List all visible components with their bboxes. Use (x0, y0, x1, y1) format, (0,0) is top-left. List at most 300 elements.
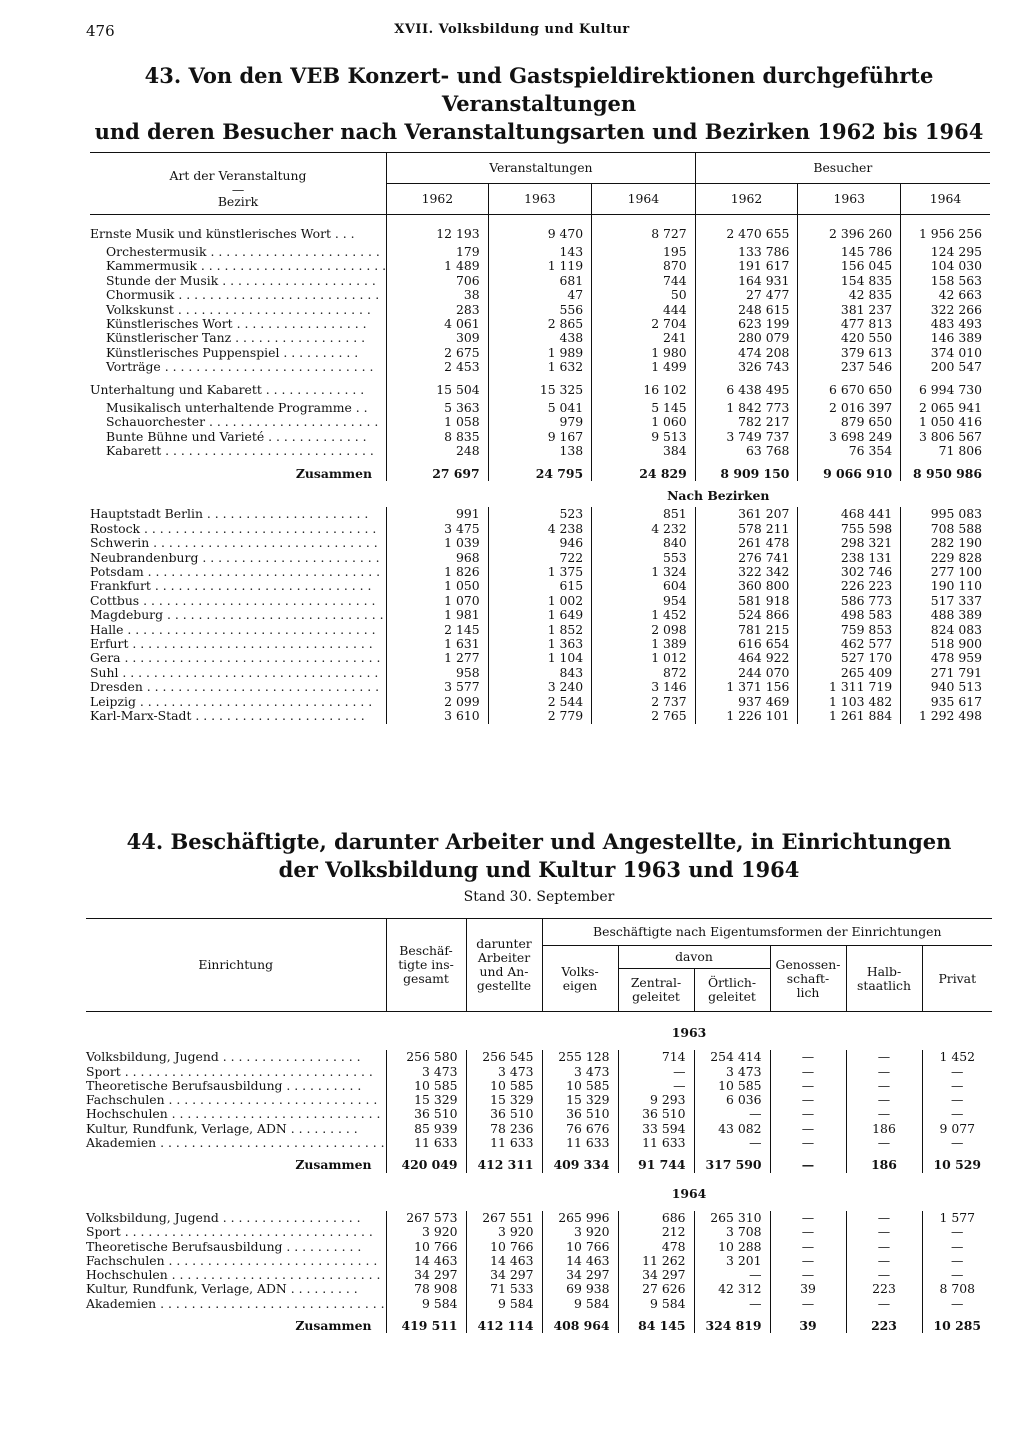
year-heading: 1964 (671, 1185, 707, 1201)
total-cell: 412 311 (466, 1150, 542, 1172)
row-label (90, 551, 387, 565)
table-row (86, 1254, 992, 1268)
table-cell: 15 329 (542, 1093, 618, 1107)
total-cell: 84 145 (618, 1311, 694, 1333)
table-cell: 2 765 (592, 709, 696, 723)
row-label-text: Leipzig (90, 693, 136, 709)
table-row (90, 214, 990, 241)
table-cell: 256 545 (466, 1050, 542, 1064)
table-cell: 238 131 (798, 551, 901, 565)
row-label-text: Künstlerisches Puppenspiel (106, 344, 280, 360)
table-cell: 517 337 (901, 594, 990, 608)
table-cell: 9 584 (466, 1297, 542, 1311)
header-line: Beschäf- (399, 943, 453, 958)
table-cell: 34 297 (386, 1268, 466, 1282)
table-cell: 1 012 (592, 651, 696, 665)
table-cell: 1 363 (488, 637, 592, 651)
table-cell: 3 920 (466, 1225, 542, 1239)
leader-dots: . . . . . . . . . . . . . . . . . . . . . . . . . . . . . . . . . (120, 650, 381, 666)
t43-head-art: Art der Veranstaltung (169, 168, 307, 184)
section-nach-bezirken: Nach Bezirken (667, 488, 770, 503)
table-cell: 686 (618, 1211, 694, 1225)
row-label-text: Erfurt (90, 636, 129, 652)
table-cell: 9 513 (592, 430, 696, 444)
table-cell: 616 654 (695, 637, 798, 651)
table-cell: 38 (387, 288, 489, 302)
row-label-text: Hochschulen (86, 1267, 168, 1283)
table-cell: 1 452 (592, 608, 696, 622)
table-row (90, 288, 990, 302)
table44-subtitle: Stand 30. September (463, 889, 615, 905)
table-cell: 322 266 (901, 303, 990, 317)
table-cell: 186 (846, 1122, 922, 1136)
table-cell: 498 583 (798, 608, 901, 622)
table-cell: — (846, 1254, 922, 1268)
table-cell: 2 675 (387, 346, 489, 360)
table-cell: 6 994 730 (901, 375, 990, 397)
table-cell: — (770, 1093, 846, 1107)
table-cell: 2 779 (488, 709, 592, 723)
table44-title (86, 828, 992, 884)
table-cell: — (922, 1254, 992, 1268)
table-cell: 379 613 (798, 346, 901, 360)
table-cell: 10 766 (542, 1240, 618, 1254)
leader-dots: . . . . . . . . . . . . . . . . . . . . . . . . . . . . . . . (128, 636, 373, 652)
table-cell: 1 375 (488, 565, 592, 579)
leader-dots: . . . . . . . . . . . . . . . . . . . . . . . . . . . (167, 1106, 381, 1122)
table-cell: 1 039 (387, 536, 489, 550)
table-cell: 1 226 101 (695, 709, 798, 723)
header-line: lich (796, 984, 820, 1000)
t43-year: 1963 (798, 184, 901, 215)
table-cell: — (618, 1079, 694, 1093)
header-line: darunter (476, 936, 532, 951)
total-cell: 24 795 (488, 459, 592, 481)
table-cell: 9 584 (618, 1297, 694, 1311)
table-cell: — (846, 1079, 922, 1093)
table-cell: — (922, 1240, 992, 1254)
table-cell: 518 900 (901, 637, 990, 651)
table-cell: 1 261 884 (798, 709, 901, 723)
table-row (90, 695, 990, 709)
table-cell: 9 470 (488, 214, 592, 241)
header-line: geleitet (708, 989, 756, 1004)
row-label-text: Hauptstadt Berlin (90, 506, 203, 522)
table-cell: — (922, 1079, 992, 1093)
row-label (90, 637, 387, 651)
row-label-text: Schauorchester (106, 414, 206, 430)
table-cell: 1 311 719 (798, 680, 901, 694)
table-row (90, 536, 990, 550)
table-cell: 954 (592, 594, 696, 608)
table-cell: 722 (488, 551, 592, 565)
header-line: tigte ins- (398, 957, 454, 972)
table-cell: 158 563 (901, 274, 990, 288)
table-row (90, 397, 990, 415)
table-cell: 124 295 (901, 241, 990, 259)
table-cell: 15 329 (386, 1093, 466, 1107)
table-cell: 4 061 (387, 317, 489, 331)
t43-year: 1962 (695, 184, 798, 215)
table-cell: 940 513 (901, 680, 990, 694)
row-label (90, 288, 387, 302)
table-cell: 190 110 (901, 579, 990, 593)
table43-title-line2: und deren Besucher nach Veranstaltungsarten und Bezirken 1962 bis 1964 (94, 119, 984, 144)
table-cell: 309 (387, 331, 489, 345)
table-cell: — (846, 1268, 922, 1282)
table-cell: 14 463 (542, 1254, 618, 1268)
table-cell: 154 835 (798, 274, 901, 288)
table-cell: 1 631 (387, 637, 489, 651)
row-label-text: Neubrandenburg (90, 549, 199, 565)
spacer (90, 481, 387, 507)
table43 (90, 152, 990, 724)
table-cell: — (846, 1107, 922, 1121)
table-cell: 248 615 (695, 303, 798, 317)
row-label-text: Karl-Marx-Stadt (90, 708, 192, 724)
total-cell: 27 697 (387, 459, 489, 481)
table-cell: 3 920 (542, 1225, 618, 1239)
table-cell: 244 070 (695, 666, 798, 680)
t44-head-darunter (466, 919, 542, 1012)
leader-dots: . . . . . . . . . . . . . . . . . . (218, 1049, 361, 1065)
table-row (90, 565, 990, 579)
table-cell: 937 469 (695, 695, 798, 709)
t44-head-davon: davon (618, 946, 770, 969)
table-cell: 78 236 (466, 1122, 542, 1136)
total-cell: 8 909 150 (695, 459, 798, 481)
table-cell: — (922, 1093, 992, 1107)
running-header (0, 22, 1024, 44)
table-cell: — (846, 1065, 922, 1079)
table-row (90, 666, 990, 680)
table-cell: 78 908 (386, 1282, 466, 1296)
table-cell: — (846, 1050, 922, 1064)
table-cell: 11 633 (618, 1136, 694, 1150)
table43-title (86, 62, 992, 146)
table-cell: 1 842 773 (695, 397, 798, 415)
table-cell: 3 473 (466, 1065, 542, 1079)
table-cell: — (770, 1211, 846, 1225)
leader-dots: . . . . . . . . . . . . . . . . . (232, 315, 367, 331)
table-cell: — (770, 1122, 846, 1136)
table-cell: 104 030 (901, 259, 990, 273)
row-label (90, 507, 387, 521)
leader-dots: . . . . . . . . . . . . . . . . . . . . . . . . . . (174, 287, 380, 303)
table-cell: 302 746 (798, 565, 901, 579)
table-cell: 2 396 260 (798, 214, 901, 241)
table-cell: 265 996 (542, 1211, 618, 1225)
table-cell: 1 989 (488, 346, 592, 360)
t43-head-dash: — (231, 181, 245, 197)
total-row (86, 1150, 992, 1172)
leader-dots: . . . . . . . . . . . . . . . . . . . . . . . . . . . . . . . . . (118, 664, 379, 680)
table-cell: 195 (592, 241, 696, 259)
total-cell: 317 590 (694, 1150, 770, 1172)
table-cell: 36 510 (618, 1107, 694, 1121)
table-cell: 10 766 (386, 1240, 466, 1254)
table-cell: 3 473 (694, 1065, 770, 1079)
table-row (90, 623, 990, 637)
table-cell: 10 585 (542, 1079, 618, 1093)
row-label-text: Volksbildung, Jugend (86, 1049, 219, 1065)
table-cell: 361 207 (695, 507, 798, 521)
t43-head-bezirk-label: Bezirk (217, 193, 259, 209)
table-cell: — (770, 1079, 846, 1093)
table-cell: — (922, 1297, 992, 1311)
total-cell: 24 829 (592, 459, 696, 481)
table-row (86, 1093, 992, 1107)
table-cell: 8 708 (922, 1282, 992, 1296)
table-cell: 1 389 (592, 637, 696, 651)
row-label-text: Rostock (90, 520, 141, 536)
table-cell: 241 (592, 331, 696, 345)
table-cell: 6 438 495 (695, 375, 798, 397)
table-cell: 4 238 (488, 522, 592, 536)
table-cell: 10 585 (386, 1079, 466, 1093)
row-label (90, 214, 387, 241)
table-cell: 36 510 (466, 1107, 542, 1121)
table-row (90, 608, 990, 622)
row-label (86, 1107, 386, 1121)
table-cell: — (922, 1268, 992, 1282)
table-cell: 9 167 (488, 430, 592, 444)
table-cell: 1 981 (387, 608, 489, 622)
header-line: staatlich (857, 977, 911, 993)
table-cell: 27 477 (695, 288, 798, 302)
table-cell: 781 215 (695, 623, 798, 637)
table44 (86, 918, 992, 1333)
row-label-text: Künstlerisches Wort (106, 315, 233, 331)
t44-head-zentral (618, 969, 694, 1012)
header-line: und An- (479, 964, 529, 979)
table-cell: 9 584 (386, 1297, 466, 1311)
leader-dots: . . . . . . . . . . . . . . . . . . . . . . . . . . . . . (156, 1135, 385, 1151)
table-row (86, 1225, 992, 1239)
t44-head-halbstaatlich (846, 946, 922, 1012)
table-cell: 374 010 (901, 346, 990, 360)
table-row (86, 1268, 992, 1282)
table-cell: 47 (488, 288, 592, 302)
total-cell: 409 334 (542, 1150, 618, 1172)
table-cell: 2 145 (387, 623, 489, 637)
table-cell: 604 (592, 579, 696, 593)
table-cell: 261 478 (695, 536, 798, 550)
t43-head-bezirk (90, 181, 387, 215)
total-cell: — (770, 1150, 846, 1172)
header-line: geleitet (632, 989, 680, 1004)
total-cell: 223 (846, 1311, 922, 1333)
table-cell: 3 708 (694, 1225, 770, 1239)
leader-dots: . . . . . . . . . . . . . . . . . . . . . . . . . (173, 301, 371, 317)
table-row (86, 1079, 992, 1093)
row-label (90, 536, 387, 550)
table-cell: 8 727 (592, 214, 696, 241)
table-row (86, 1107, 992, 1121)
table-cell: 282 190 (901, 536, 990, 550)
table-cell: — (922, 1065, 992, 1079)
table-row (90, 259, 990, 273)
table-cell: 477 813 (798, 317, 901, 331)
table-cell: 3 749 737 (695, 430, 798, 444)
table-cell: 138 (488, 444, 592, 458)
header-line: gesamt (403, 971, 449, 986)
row-label-text: Bunte Bühne und Varieté (106, 428, 265, 444)
table-row (90, 430, 990, 444)
row-label-text: Fachschulen (86, 1092, 165, 1108)
table-cell: 223 (846, 1282, 922, 1296)
year-row (86, 1173, 992, 1211)
table-cell: — (694, 1297, 770, 1311)
row-label-text: Frankfurt (90, 578, 151, 594)
table-cell: 36 510 (542, 1107, 618, 1121)
table-cell: 15 325 (488, 375, 592, 397)
table-cell: — (770, 1050, 846, 1064)
table-cell: 265 310 (694, 1211, 770, 1225)
t43-head-events: Veranstaltungen (387, 153, 696, 184)
table-cell: 755 598 (798, 522, 901, 536)
header-line: Volks- (561, 963, 599, 979)
total-label: Zusammen (295, 1318, 372, 1334)
table-cell: 39 (770, 1282, 846, 1296)
row-label (90, 375, 387, 397)
table-cell: 2 065 941 (901, 397, 990, 415)
row-label (90, 346, 387, 360)
table-cell: 14 463 (386, 1254, 466, 1268)
table-cell: 527 170 (798, 651, 901, 665)
leader-dots: . . . . . . . . . . . . . . . . . . . . . . . . . . . (164, 1252, 378, 1268)
table-cell: 1 577 (922, 1211, 992, 1225)
table-cell: 782 217 (695, 415, 798, 429)
table-cell: 478 (618, 1240, 694, 1254)
table-row (90, 507, 990, 521)
table-cell: 1 371 156 (695, 680, 798, 694)
table-row (90, 317, 990, 331)
table-cell: 85 939 (386, 1122, 466, 1136)
table-cell: 265 409 (798, 666, 901, 680)
table-cell: 5 363 (387, 397, 489, 415)
row-label-text: Musikalisch unterhaltende Programme (106, 399, 352, 415)
table-cell: 12 193 (387, 214, 489, 241)
leader-dots: . . . . . . . . . . . . . . . . . . . . . . . . . . . . . . (139, 592, 376, 608)
table-cell: 9 293 (618, 1093, 694, 1107)
row-label-text: Hochschulen (86, 1106, 168, 1122)
row-label (90, 303, 387, 317)
table-cell: 995 083 (901, 507, 990, 521)
table-cell: — (770, 1107, 846, 1121)
row-label-text: Dresden (90, 679, 143, 695)
row-label-text: Gera (90, 650, 121, 666)
table-cell: 468 441 (798, 507, 901, 521)
table-cell: 2 704 (592, 317, 696, 331)
table-cell: 226 223 (798, 579, 901, 593)
table-cell: 33 594 (618, 1122, 694, 1136)
row-label (86, 1297, 386, 1311)
row-label-text: Akademien (86, 1295, 157, 1311)
table-cell: 935 617 (901, 695, 990, 709)
table-cell: 3 610 (387, 709, 489, 723)
table-cell: 1 852 (488, 623, 592, 637)
table-cell: 145 786 (798, 241, 901, 259)
row-label-text: Künstlerischer Tanz (106, 330, 232, 346)
table-cell: 2 544 (488, 695, 592, 709)
table-cell: 248 (387, 444, 489, 458)
table-cell: 851 (592, 507, 696, 521)
row-label (90, 522, 387, 536)
table-cell: 1 103 482 (798, 695, 901, 709)
table-row (86, 1240, 992, 1254)
table-cell: 133 786 (695, 241, 798, 259)
row-label-text: Schwerin (90, 535, 150, 551)
table-cell: 6 670 650 (798, 375, 901, 397)
row-label (90, 709, 387, 723)
table-cell: 2 453 (387, 360, 489, 374)
row-label-text: Halle (90, 621, 124, 637)
table-cell: 615 (488, 579, 592, 593)
leader-dots: . . . . . . . . . . . . . . . . . . . . . . . . . . . . . (149, 535, 378, 551)
table-cell: 9 077 (922, 1122, 992, 1136)
table-cell: 968 (387, 551, 489, 565)
t43-year: 1964 (901, 184, 990, 215)
leader-dots: . . . . . . . . . . . . . . . . . . . . . . . . . . . (160, 359, 374, 375)
table-cell: 444 (592, 303, 696, 317)
table-cell: 3 473 (542, 1065, 618, 1079)
year-row (86, 1012, 992, 1051)
table-cell: 1 489 (387, 259, 489, 273)
row-label (86, 1254, 386, 1268)
table-row (90, 360, 990, 374)
table-cell: 200 547 (901, 360, 990, 374)
table-cell: 879 650 (798, 415, 901, 429)
table-cell: — (694, 1136, 770, 1150)
table-cell: 843 (488, 666, 592, 680)
row-label (90, 623, 387, 637)
table-row (90, 551, 990, 565)
leader-dots: . . . . . . . . . . . . . . . . . . . . . . . . . . . . . . (142, 679, 380, 695)
row-label-text: Sport (86, 1063, 121, 1079)
table-cell: 10 766 (466, 1240, 542, 1254)
table-cell: — (922, 1107, 992, 1121)
table-row (90, 594, 990, 608)
table-cell: 578 211 (695, 522, 798, 536)
table-row (86, 1050, 992, 1064)
table-cell: — (846, 1093, 922, 1107)
leader-dots: . . . . . . . . . . . . . . . . . . . . . . . . . . . . . . . . (123, 621, 376, 637)
table-cell: 1 070 (387, 594, 489, 608)
leader-dots: . . . . . . . . . (286, 1120, 358, 1136)
table-cell: — (770, 1254, 846, 1268)
table-cell: 10 288 (694, 1240, 770, 1254)
table-row (90, 241, 990, 259)
t44-head-volkseigen (542, 946, 618, 1012)
table-cell: 488 389 (901, 608, 990, 622)
row-label-text: Volksbildung, Jugend (86, 1209, 219, 1225)
row-label (86, 1211, 386, 1225)
t44-head-beschaeftigte (386, 919, 466, 1012)
total-cell: 324 819 (694, 1311, 770, 1333)
table-cell: 3 577 (387, 680, 489, 694)
row-label-text: Theoretische Berufsausbildung (86, 1077, 283, 1093)
table-cell: — (846, 1211, 922, 1225)
header-line: Halb- (866, 963, 902, 979)
leader-dots: . . . . . . . . . . . . . . . . . . . . . . . . . . . . . . . . (120, 1063, 373, 1079)
table-cell: 3 475 (387, 522, 489, 536)
table-cell: 16 102 (592, 375, 696, 397)
row-label (86, 1079, 386, 1093)
table-cell: 42 312 (694, 1282, 770, 1296)
total-cell: 10 285 (922, 1311, 992, 1333)
table-row (90, 651, 990, 665)
